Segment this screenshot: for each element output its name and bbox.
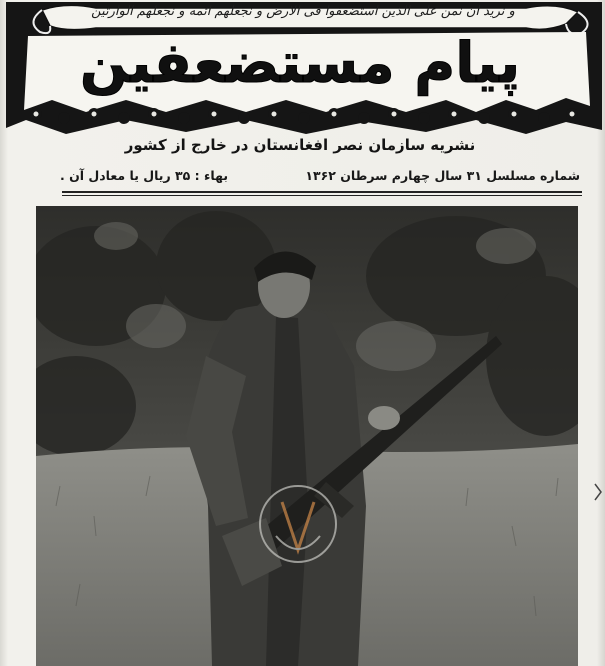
person-hand [368,406,400,430]
price-info: بهاء : ۳۵ ریال یا معادل آن . [60,168,229,183]
issue-number-date: شماره مسلسل ۳۱ سال چهارم سرطان ۱۳۶۲ [305,168,580,183]
margin-mark [593,482,603,502]
masthead [0,0,605,140]
issue-info-line [20,168,580,188]
cover-photograph [36,206,578,666]
header-rule-thick [62,191,582,193]
masthead-title: پیام مستضعفین [79,31,521,96]
header-rule-thin [62,195,582,196]
masthead-verse: و نرید ان نمن علی الذین استضعفوا فی الارض و نجعلهم ائمه و نجعلهم الوارثین [91,4,515,19]
publication-subtitle: نشریه سازمان نصر افغانستان در خارج از کشور [124,136,476,154]
